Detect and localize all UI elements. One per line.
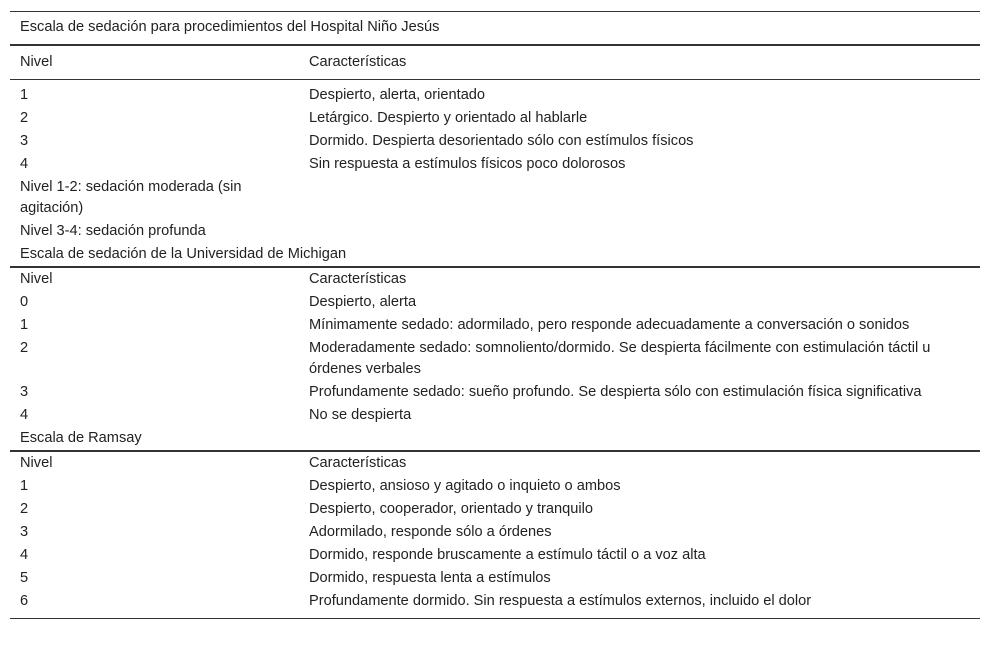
level-cell: 4 (20, 156, 29, 172)
table-row (10, 291, 980, 314)
description-cell: Profundamente dormido. Sin respuesta a estímulos externos, incluido el dolor (299, 590, 980, 619)
level-cell: 4 (20, 547, 29, 563)
level-cell: 4 (20, 407, 29, 423)
description-cell: Dormido, respuesta lenta a estímulos (309, 570, 551, 586)
table1-title-row (10, 12, 980, 46)
table3-header-row (10, 451, 980, 475)
description-cell: Despierto, cooperador, orientado y tranquilo (309, 501, 593, 517)
description-cell: Adormilado, responde sólo a órdenes (309, 524, 552, 540)
table3-header-caracteristicas: Características (309, 455, 407, 471)
description-cell: Despierto, alerta (309, 294, 417, 310)
sedation-scales-table (10, 11, 980, 619)
table-row (10, 130, 980, 153)
table1-header-row (10, 45, 980, 80)
table3-header-nivel: Nivel (20, 455, 53, 471)
table3-title-row (10, 427, 980, 451)
table1-header-nivel: Nivel (10, 45, 299, 80)
table2-header-caracteristicas: Características (309, 271, 407, 287)
table-row (10, 544, 980, 567)
table3-title: Escala de Ramsay (10, 427, 980, 451)
level-cell: 2 (20, 501, 29, 517)
table-row (10, 521, 980, 544)
table-row (10, 80, 980, 108)
description-cell: Profundamente sedado: sueño profundo. Se despierta sólo con estimulación física significativa (309, 384, 922, 400)
level-cell: 2 (20, 340, 29, 356)
level-cell: 3 (20, 384, 29, 400)
table-row (10, 404, 980, 427)
table-note-row (10, 220, 980, 243)
level-cell: 2 (20, 110, 29, 126)
sedation-table (10, 11, 980, 619)
description-cell: Despierto, ansioso y agitado o inquieto o ambos (309, 478, 621, 494)
table-row (10, 498, 980, 521)
description-cell: Mínimamente sedado: adormilado, pero responde adecuadamente a conversación o sonidos (309, 317, 910, 333)
table1-header-caracteristicas: Características (299, 45, 980, 80)
table-row (10, 590, 980, 619)
level-cell: 1 (20, 478, 29, 494)
table1-note: Nivel 3-4: sedación profunda (20, 223, 206, 239)
table-row (10, 567, 980, 590)
level-cell: 3 (20, 524, 29, 540)
description-cell: Sin respuesta a estímulos físicos poco dolorosos (309, 156, 626, 172)
table2-header-nivel: Nivel (20, 271, 53, 287)
table2-title-row (10, 243, 980, 267)
table2-header-row (10, 267, 980, 291)
table-row (10, 107, 980, 130)
level-cell: 1 (20, 87, 29, 103)
level-cell: 0 (20, 294, 29, 310)
table2-title: Escala de sedación de la Universidad de Michigan (10, 243, 980, 267)
description-cell: Despierto, alerta, orientado (309, 87, 486, 103)
level-cell: 1 (20, 317, 29, 333)
description-cell: Letárgico. Despierto y orientado al hablarle (309, 110, 588, 126)
table-row (10, 153, 980, 176)
description-cell: No se despierta (309, 407, 412, 423)
table-row (10, 381, 980, 404)
level-cell: 6 (10, 590, 299, 619)
level-cell: 5 (20, 570, 29, 586)
table-row (10, 337, 980, 381)
table-row (10, 475, 980, 498)
table-note-row (10, 176, 980, 220)
description-cell: Moderadamente sedado: somnoliento/dormido. Se despierta fácilmente con estimulación táctil u órdenes verbales (309, 340, 931, 377)
description-cell: Dormido, responde bruscamente a estímulo táctil o a voz alta (309, 547, 706, 563)
table1-title: Escala de sedación para procedimientos del Hospital Niño Jesús (10, 12, 980, 46)
description-cell: Dormido. Despierta desorientado sólo con estímulos físicos (309, 133, 694, 149)
level-cell: 3 (20, 133, 29, 149)
table1-note: Nivel 1-2: sedación moderada (sin agitación) (20, 179, 242, 216)
table-row (10, 314, 980, 337)
